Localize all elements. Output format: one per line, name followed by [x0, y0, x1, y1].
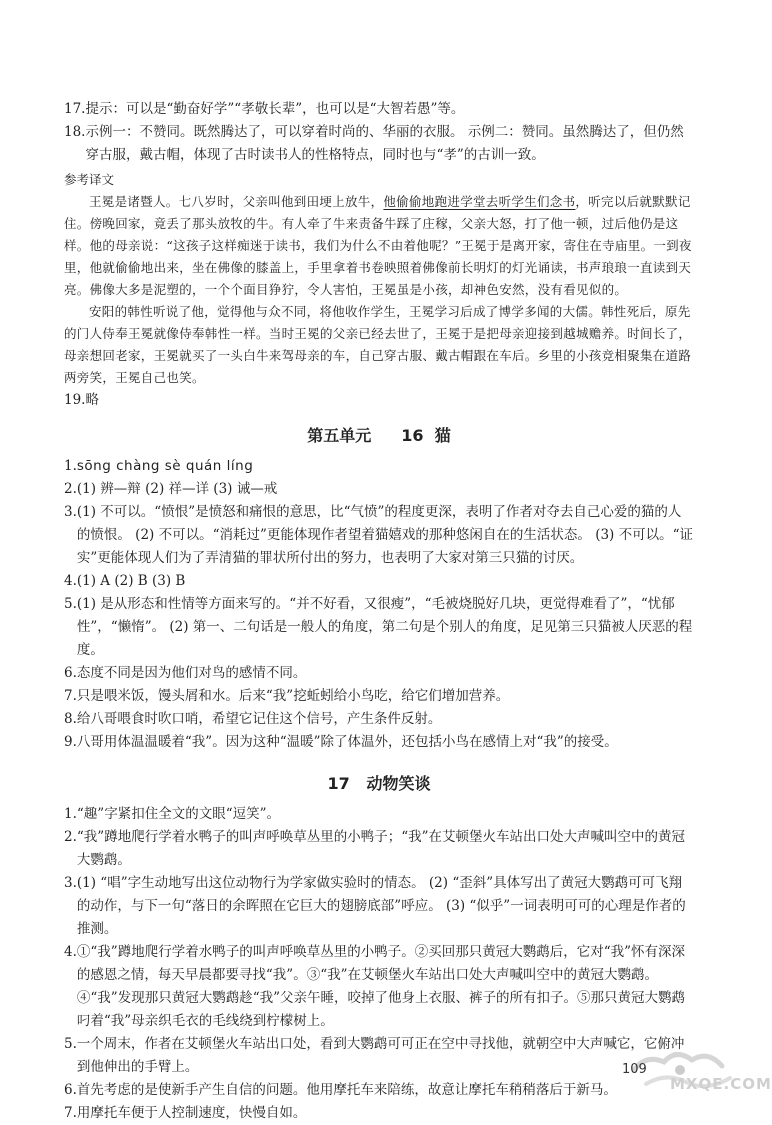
item-text: 一个周末，作者在艾顿堡火车站出口处，看到大鹦鹉可可正在空中寻找他，就朝空中大声喊它，它俯冲到他伸出的手臂上。: [76, 1036, 685, 1075]
answer-item: [64, 1079, 694, 1102]
item-number: 1.: [64, 806, 77, 822]
item-number: 9.: [64, 734, 77, 750]
item-text: 首先考虑的是使新手产生自信的问题。他用摩托车来陪练，故意让摩托车稍稍落后于新马。: [76, 1082, 617, 1098]
item-number: 2.: [64, 481, 77, 497]
item-text: “趣”字紧扣住全文的文眼“逗笑”。: [76, 806, 280, 822]
translation-paragraph: [64, 191, 694, 301]
answer-item: [64, 708, 694, 731]
reference-translation-label: 参考译文: [64, 172, 115, 187]
item-number: 7.: [64, 1105, 77, 1121]
item-text: (1) 是从形态和性情等方面来写的。“并不好看，又很瘦”，“毛被烧脱好几块，更觉得难看了”，“忧郁性”，“懒惰”。 (2) 第一、二句话是一般人的角度，第二句是个别人的角度，足见第三只猫被人厌恶的程度。: [76, 596, 693, 658]
item-number: 5.: [64, 1036, 77, 1052]
item-text: 略: [85, 392, 99, 408]
item-number: 5.: [64, 596, 77, 612]
watermark-text: MXQE.COM: [670, 1075, 772, 1093]
answer-item: [64, 826, 694, 872]
answer-item: [64, 803, 694, 826]
item-number: 8.: [64, 711, 77, 727]
paragraph-text: 安阳的韩性听说了他，觉得他与众不同，将他收作学生，王冕学习后成了博学多闻的大儒。韩性死后，原先的门人侍奉王冕就像侍奉韩性一样。当时王冕的父亲已经去世了，王冕于是把母亲迎接到越城赡养。时间长了，母亲想回老家，王冕就买了一头白牛来驾母亲的车，自己穿古服、戴古帽跟在车后。乡里的小孩竞相聚集在道路两旁笑，王冕自己也笑。: [64, 304, 692, 385]
section-heading-animal-jokes: [64, 772, 694, 795]
item-text: (1) 不可以。“愤恨”是愤怒和痛恨的意思，比“气愤”的程度更深，表明了作者对夺去自己心爱的猫的人的愤恨。 (2) 不可以。“消耗过”更能体现作者望着猫嬉戏的那种悠闲自在的生活状态。 (3) 不可以。“证实”更能体现人们为了弄清猫的罪状所付出的努力，也表明了大家对第三只猫的讨厌。: [76, 504, 694, 566]
item-text: (1) “唱”字生动地写出这位动物行为学家做实验时的情态。 (2) “歪斜”具体写出了黄冠大鹦鹉可可飞翔的动作，与下一句“落日的余晖照在它巨大的翅膀底部”呼应。 (3) “似乎”一词表明可可的心理是作者的推测。: [76, 875, 686, 937]
item-text: (1) A (2) B (3) B: [76, 573, 186, 589]
item-number: 6.: [64, 1082, 77, 1098]
item-number: 19.: [64, 392, 86, 408]
item-number: 7.: [64, 688, 77, 704]
item-number: 18.: [64, 124, 86, 140]
item-text: 示例一：不赞同。既然腾达了，可以穿着时尚的、华丽的衣服。 示例二：赞同。虽然腾达了，但仍然穿古服，戴古帽，体现了古时读书人的性格特点，同时也与“孝”的古训一致。: [85, 124, 684, 163]
underlined-text: 他偷偷地跑进学堂去听学生们念书: [383, 194, 576, 209]
item-text: sōng chàng sè quán líng: [76, 458, 254, 474]
item-number: 6.: [64, 665, 77, 681]
answer-item: [64, 478, 694, 501]
answer-item: [64, 570, 694, 593]
answer-item: [64, 872, 694, 941]
answer-item: [64, 941, 694, 1033]
item-text: (1) 辨—辩 (2) 祥—详 (3) 诫—戒: [76, 481, 278, 497]
page-number: 109: [622, 1062, 647, 1077]
translation-paragraph: [64, 301, 694, 389]
item-text: 提示：可以是“勤奋好学”“孝敬长辈”，也可以是“大智若愚”等。: [85, 101, 465, 117]
answer-item: [64, 1033, 694, 1079]
item-number: 4.: [64, 944, 77, 960]
item-number: 3.: [64, 875, 77, 891]
answer-item: [64, 501, 694, 570]
answer-item: [64, 455, 694, 478]
answer-item: [64, 593, 694, 662]
item-text: 用摩托车便于人控制速度，快慢自如。: [76, 1105, 307, 1121]
unit-label: 第五单元: [307, 426, 372, 445]
answer-item: [64, 389, 694, 412]
answer-item: [64, 662, 694, 685]
item-text: ①“我”蹲地爬行学着水鸭子的叫声呼唤草丛里的小鸭子。②买回那只黄冠大鹦鹉后，它对“我”怀有深深的感恩之情，每天早晨都要寻找“我”。③“我”在艾顿堡火车站出口处大声喊叫空中的黄冠大鹦鹉。④“我”发现那只黄冠大鹦鹉趁“我”父亲午睡，咬掉了他身上衣服、裤子的所有扣子。⑤那只黄冠大鹦鹉叼着“我”母亲织毛衣的毛线绕到柠檬树上。: [76, 944, 685, 1029]
lesson-number: 17: [327, 774, 350, 793]
lesson-title: 动物笑谈: [366, 774, 431, 793]
item-text: “我”蹲地爬行学着水鸭子的叫声呼唤草丛里的小鸭子；“我”在艾顿堡火车站出口处大声喊叫空中的黄冠大鹦鹉。: [76, 829, 685, 868]
answer-item: [64, 98, 694, 121]
paragraph-text: ，听完以后就默默记住。傍晚回家，竟丢了那头放牧的牛。有人牵了牛来责备牛踩了庄稼，父亲大怒，打了他一顿，过后他仍是这样。他的母亲说：“这孩子这样痴迷于读书，我们为什么不由着他呢？”王冕于是离开家，寄住在寺庙里。一到夜里，他就偷偷地出来，坐在佛像的膝盖上，手里拿着书卷映照着佛像前长明灯的灯光诵读，书声琅琅一直读到天亮。佛像大多是泥塑的，一个个面目狰狞，令人害怕，王冕虽是小孩，却神色安然，没有看见似的。: [64, 194, 692, 297]
paragraph-text: 王冕是诸暨人。七八岁时，父亲叫他到田埂上放牛，: [89, 194, 384, 209]
item-number: 2.: [64, 829, 77, 845]
item-number: 3.: [64, 504, 77, 520]
answer-item: [64, 731, 694, 754]
answer-item: [64, 121, 694, 167]
item-number: 1.: [64, 458, 77, 474]
lesson-title: 猫: [434, 426, 451, 445]
item-text: 只是喂米饭，馒头屑和水。后来“我”挖蚯蚓给小鸟吃，给它们增加营养。: [76, 688, 510, 704]
answer-item: [64, 685, 694, 708]
item-text: 八哥用体温温暖着“我”。因为这种“温暖”除了体温外，还包括小鸟在感情上对“我”的接受。: [76, 734, 618, 750]
answer-content: [64, 98, 694, 1125]
lesson-number: 16: [401, 426, 424, 445]
item-text: 给八哥喂食时吹口哨，希望它记住这个信号，产生条件反射。: [76, 711, 442, 727]
item-number: 17.: [64, 101, 86, 117]
answer-item: [64, 1102, 694, 1125]
item-number: 4.: [64, 573, 77, 589]
section-heading-unit5-cat: [64, 424, 694, 447]
item-text: 态度不同是因为他们对鸟的感情不同。: [76, 665, 307, 681]
